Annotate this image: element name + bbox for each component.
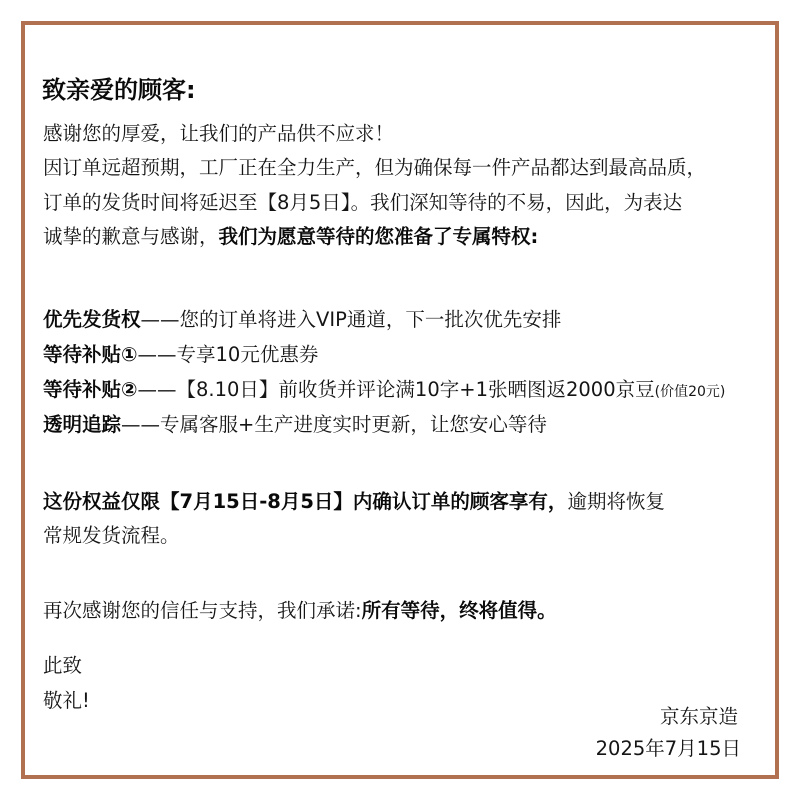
privilege-title: 优先发货权 (43, 308, 141, 331)
privilege-note: (价值20元) (654, 384, 726, 400)
validity-line-2: 常规发货流程。 (43, 524, 180, 547)
intro-line-3: 订单的发货时间将延迟至【8月5日】。我们深知等待的不易，因此，为表达 (43, 191, 683, 214)
signature-brand: 京东京造 (659, 705, 738, 728)
thanks-bold: 所有等待，终将值得。 (361, 599, 557, 622)
intro-line-1: 感谢您的厚爱，让我们的产品供不应求！ (43, 122, 395, 145)
privilege-item (43, 378, 725, 404)
privilege-title: 等待补贴② (43, 378, 138, 401)
signature-date: 2025年7月15日 (595, 737, 741, 760)
closing-line-1: 此致 (43, 654, 83, 677)
greeting-heading: 致亲爱的顾客: (42, 76, 196, 104)
privilege-intro-bold: 我们为愿意等待的您准备了专属特权: (218, 225, 539, 248)
privilege-desc: ——专享10元优惠券 (137, 343, 319, 366)
privilege-desc: ——专属客服+生产进度实时更新，让您安心等待 (121, 413, 547, 436)
apology-text: 诚挚的歉意与感谢， (43, 225, 219, 248)
validity-bold: 这份权益仅限【7月15日-8月5日】内确认订单的顾客享有， (43, 490, 568, 513)
privilege-item (43, 308, 561, 332)
intro-line-2: 因订单远超预期，工厂正在全力生产，但为确保每一件产品都达到最高品质， (43, 156, 707, 179)
privilege-title: 等待补贴① (43, 343, 138, 366)
privilege-title: 透明追踪 (43, 413, 122, 436)
intro-line-4 (43, 225, 538, 249)
validity-line-1 (43, 490, 665, 514)
privilege-item (43, 413, 547, 437)
privilege-item (43, 343, 318, 367)
thanks-line (43, 599, 557, 623)
closing-line-2: 敬礼! (43, 689, 90, 712)
privilege-desc: ——【8.10日】前收货并评论满10字+1张晒图返2000京豆 (137, 378, 655, 401)
privilege-desc: ——您的订单将进入VIP通道，下一批次优先安排 (140, 308, 562, 331)
validity-normal: 逾期将恢复 (567, 490, 665, 513)
thanks-normal: 再次感谢您的信任与支持，我们承诺: (43, 599, 362, 622)
